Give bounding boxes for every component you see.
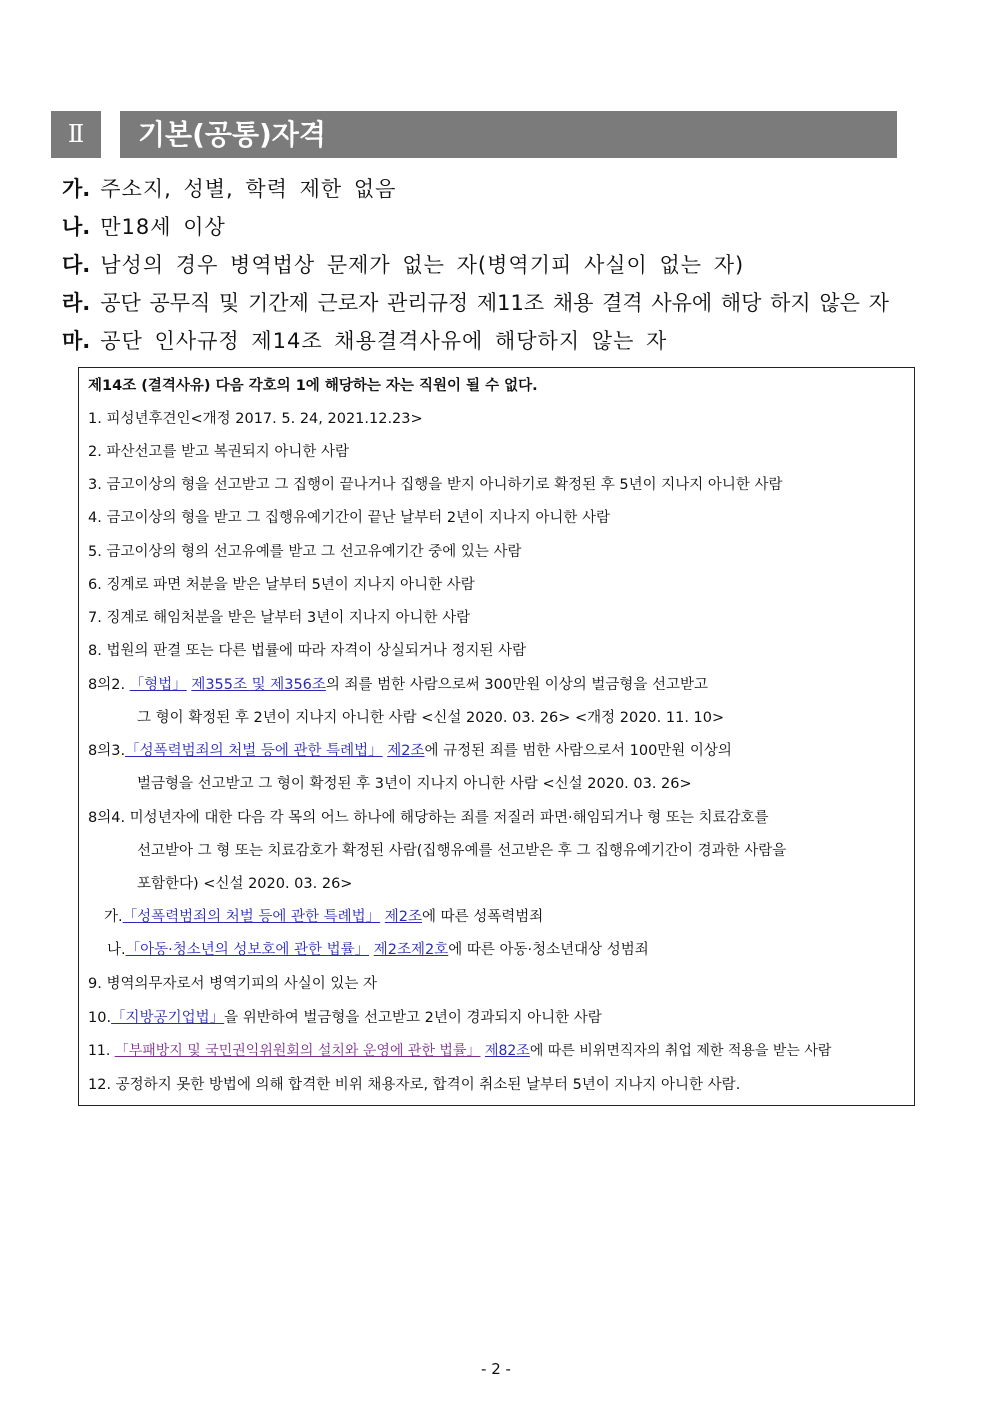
item-text: 주소지, 성별, 학력 제한 없음 [100, 177, 397, 201]
article-link[interactable]: 제82조 [484, 1043, 530, 1059]
law-link-local-public-enterprises-act[interactable]: 「지방공기업법」 [111, 1010, 225, 1026]
rule-line: 8. 법원의 판결 또는 다른 법률에 따라 자격이 상실되거나 정지된 사람 [88, 643, 527, 659]
law-link-anti-corruption-act[interactable]: 「부패방지 및 국민권익위원회의 설치와 운영에 관한 법률」 [114, 1043, 481, 1059]
rule-line: 8의2. 「형법」 제355조 및 제356조의 죄를 범한 사람으로써 300만원 이상의 벌금형을 선고받고 [88, 677, 709, 693]
rule-line: 3. 금고이상의 형을 선고받고 그 집행이 끝나거나 집행을 받지 아니하기로 확정된 후 5년이 지나지 아니한 사람 [88, 477, 783, 493]
requirements-list [62, 170, 922, 360]
rule-line: 5. 금고이상의 형의 선고유예를 받고 그 선고유예기간 중에 있는 사람 [88, 544, 522, 560]
list-item [62, 284, 922, 322]
rule-line: 2. 파산선고를 받고 복권되지 아니한 사람 [88, 444, 349, 460]
rule-line: 10.「지방공기업법」을 위반하여 벌금형을 선고받고 2년이 경과되지 아니한 사람 [88, 1010, 602, 1026]
rule-line: 선고받아 그 형 또는 치료감호가 확정된 사람(집행유예를 선고받은 후 그 집행유예기간이 경과한 사람을 [137, 843, 787, 859]
article-link[interactable]: 제2조 [387, 743, 425, 759]
page-number: - 2 - [481, 1360, 511, 1378]
rule-line: 그 형이 확정된 후 2년이 지나지 아니한 사람 <신설 2020. 03. 26> <개정 2020. 11. 10> [137, 710, 725, 726]
list-item [62, 246, 922, 284]
list-item [62, 208, 922, 246]
rule-line: 포함한다) <신설 2020. 03. 26> [137, 876, 353, 892]
rule-line: 11. 「부패방지 및 국민권익위원회의 설치와 운영에 관한 법률」 제82조에 따른 비위면직자의 취업 제한 적용을 받는 사람 [88, 1043, 832, 1059]
section-title: 기본(공통)자격 [120, 111, 897, 158]
article-link[interactable]: 제2조제2호 [373, 942, 449, 958]
rule-heading: 제14조 (결격사유) 다음 각호의 1에 해당하는 자는 직원이 될 수 없다. [88, 378, 538, 394]
list-item [62, 170, 922, 208]
rule-line: 12. 공정하지 못한 방법에 의해 합격한 비위 채용자로, 합격이 취소된 날부터 5년이 지나지 아니한 사람. [88, 1077, 741, 1093]
item-text: 공단 공무직 및 기간제 근로자 관리규정 제11조 채용 결격 사유에 해당 하지 않은 자 [100, 291, 889, 315]
section-header [51, 111, 897, 158]
article-link[interactable]: 제2조 [384, 909, 423, 925]
item-marker: 가. [62, 177, 91, 201]
law-link-sexual-violence-act[interactable]: 「성폭력범죄의 처벌 등에 관한 특례법」 [122, 909, 381, 925]
rule-line: 8의4. 미성년자에 대한 다음 각 목의 어느 하나에 해당하는 죄를 저질러 파면·해임되거나 형 또는 치료감호를 [88, 810, 769, 826]
rule-subitem: 가.「성폭력범죄의 처벌 등에 관한 특례법」 제2조에 따른 성폭력범죄 [104, 909, 544, 925]
item-marker: 마. [62, 329, 91, 353]
rule-line: 벌금형을 선고받고 그 형이 확정된 후 3년이 지나지 아니한 사람 <신설 2020. 03. 26> [137, 776, 692, 792]
article-link[interactable]: 제355조 및 제356조 [191, 677, 326, 693]
rule-line: 4. 금고이상의 형을 받고 그 집행유예기간이 끝난 날부터 2년이 지나지 아니한 사람 [88, 510, 610, 526]
rule-line: 9. 병역의무자로서 병역기피의 사실이 있는 자 [88, 976, 378, 992]
law-link-youth-protection-act[interactable]: 「아동·청소년의 성보호에 관한 법률」 [125, 942, 370, 958]
item-text: 만18세 이상 [100, 215, 226, 239]
item-text: 남성의 경우 병역법상 문제가 없는 자(병역기피 사실이 없는 자) [100, 253, 745, 277]
item-marker: 라. [62, 291, 91, 315]
rule-line: 6. 징계로 파면 처분을 받은 날부터 5년이 지나지 아니한 사람 [88, 577, 475, 593]
law-link-sexual-violence-act[interactable]: 「성폭력범죄의 처벌 등에 관한 특례법」 [125, 743, 383, 759]
rule-subitem: 나.「아동·청소년의 성보호에 관한 법률」 제2조제2호에 따른 아동·청소년대상 성범죄 [107, 942, 649, 958]
item-text: 공단 인사규정 제14조 채용결격사유에 해당하지 않는 자 [100, 329, 668, 353]
rule-box [78, 367, 915, 1106]
rule-line: 1. 피성년후견인<개정 2017. 5. 24, 2021.12.23> [88, 411, 423, 427]
rule-line: 7. 징계로 해임처분을 받은 날부터 3년이 지나지 아니한 사람 [88, 610, 471, 626]
rule-line: 8의3.「성폭력범죄의 처벌 등에 관한 특례법」 제2조에 규정된 죄를 범한 사람으로서 100만원 이상의 [88, 743, 732, 759]
law-link-criminal-act[interactable]: 「형법」 [129, 677, 187, 693]
section-number: Ⅱ [51, 111, 101, 158]
item-marker: 다. [62, 253, 91, 277]
item-marker: 나. [62, 215, 91, 239]
list-item [62, 322, 922, 360]
